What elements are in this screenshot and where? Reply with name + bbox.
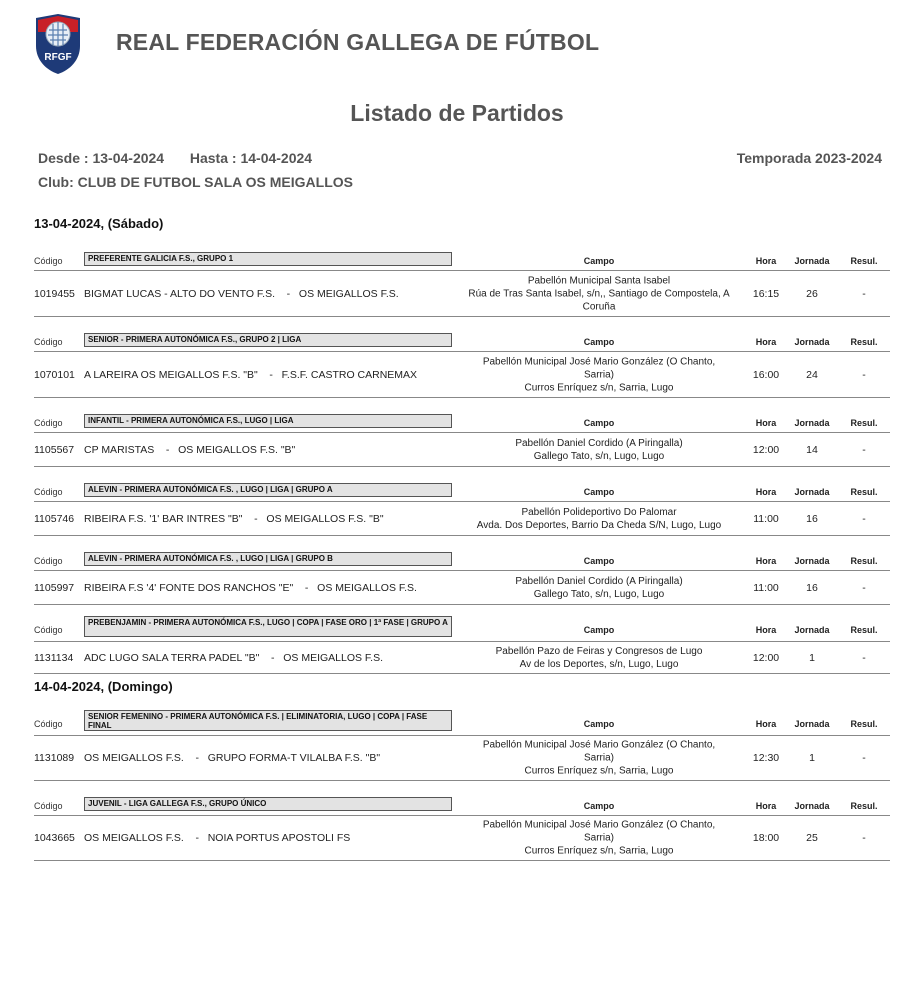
desde-label: Desde : — [38, 150, 89, 166]
venue-line: Gallego Tato, s/n, Lugo, Lugo — [533, 450, 665, 462]
venue-line: Curros Enríquez s/n, Sarria, Lugo — [524, 765, 674, 777]
match-venue — [459, 506, 739, 532]
code-header: Código — [34, 487, 63, 497]
match-time: 18:00 — [752, 832, 780, 844]
venue-line: Curros Enríquez s/n, Sarria, Lugo — [524, 845, 674, 857]
competition-label: INFANTIL - PRIMERA AUTONÓMICA F.S., LUGO | LIGA — [84, 414, 452, 428]
match-result: - — [862, 752, 866, 764]
resul-header: Resul. — [850, 337, 878, 347]
match-block — [34, 550, 890, 605]
match-round: 14 — [806, 443, 818, 456]
hasta-label: Hasta : — [189, 150, 237, 166]
match-round: 1 — [809, 651, 815, 664]
jornada-header: Jornada — [794, 487, 830, 497]
venue-line: Pabellón Municipal Santa Isabel — [527, 275, 671, 286]
match-round: 1 — [809, 752, 815, 764]
match-time: 11:00 — [753, 581, 779, 594]
venue-line: Pabellón Daniel Cordido (A Piringalla) — [515, 575, 683, 587]
code-header: Código — [34, 256, 63, 266]
season-label: Temporada 2023-2024 — [736, 150, 882, 166]
match-row — [34, 433, 890, 466]
match-teams: RIBEIRA F.S. '1' BAR INTRES "B" - OS MEIGALLOS F.S. "B" — [84, 512, 384, 525]
match-round: 16 — [806, 512, 818, 525]
match-venue — [459, 575, 739, 601]
jornada-header: Jornada — [794, 801, 830, 811]
campo-header: Campo — [583, 801, 615, 811]
match-teams: OS MEIGALLOS F.S. - NOIA PORTUS APOSTOLI FS — [84, 832, 351, 844]
match-code: 1070101 — [34, 368, 75, 381]
match-code: 1131089 — [34, 752, 75, 764]
venue-line: Pabellón Polideportivo Do Palomar — [521, 506, 677, 518]
match-code: 1105567 — [34, 443, 75, 456]
match-code: 1043665 — [34, 832, 75, 844]
club-name: CLUB DE FUTBOL SALA OS MEIGALLOS — [77, 174, 353, 190]
match-time: 12:30 — [752, 752, 780, 764]
match-row — [34, 271, 890, 316]
hora-header: Hora — [755, 337, 777, 347]
match-header — [34, 795, 890, 816]
match-code: 1019455 — [34, 287, 75, 300]
resul-header: Resul. — [850, 556, 878, 566]
match-time: 12:00 — [752, 443, 780, 456]
match-result: - — [862, 368, 866, 381]
jornada-header: Jornada — [794, 625, 830, 635]
club-label: Club: — [38, 174, 74, 190]
hasta-value: 14-04-2024 — [240, 150, 313, 166]
document-title: Listado de Partidos — [350, 100, 564, 126]
match-result: - — [862, 287, 866, 300]
code-header: Código — [34, 337, 63, 347]
competition-label: SENIOR FEMENINO - PRIMERA AUTONÓMICA F.S. | ELIMINATORIA, LUGO | COPA | FASE FINAL — [84, 710, 452, 731]
resul-header: Resul. — [850, 487, 878, 497]
jornada-header: Jornada — [794, 418, 830, 428]
campo-header: Campo — [583, 337, 615, 347]
rfgf-logo — [32, 12, 84, 76]
date-range — [38, 150, 312, 166]
code-header: Código — [34, 719, 63, 729]
match-venue — [459, 819, 739, 858]
match-teams: ADC LUGO SALA TERRA PADEL "B" - OS MEIGALLOS F.S. — [84, 651, 384, 664]
match-round: 24 — [806, 368, 818, 381]
venue-line: Gallego Tato, s/n, Lugo, Lugo — [533, 588, 665, 600]
match-block — [34, 795, 890, 861]
match-time: 16:00 — [752, 368, 780, 381]
competition-label: PREFERENTE GALICIA F.S., GRUPO 1 — [84, 252, 452, 266]
match-teams: CP MARISTAS - OS MEIGALLOS F.S. "B" — [84, 443, 296, 456]
match-row — [34, 352, 890, 397]
resul-header: Resul. — [850, 256, 878, 266]
resul-header: Resul. — [850, 418, 878, 428]
match-row — [34, 736, 890, 780]
match-teams: RIBEIRA F.S '4' FONTE DOS RANCHOS "E" - OS MEIGALLOS F.S. — [84, 581, 417, 594]
venue-line: Curros Enríquez s/n, Sarria, Lugo — [524, 382, 674, 393]
hora-header: Hora — [755, 719, 777, 729]
jornada-header: Jornada — [794, 256, 830, 266]
venue-line: Rúa de Tras Santa Isabel, s/n,, Santiago de Compostela, A — [468, 288, 730, 299]
venue-line: Pabellón Municipal José Mario González (O Chanto, — [482, 739, 716, 751]
code-header: Código — [34, 418, 63, 428]
resul-header: Resul. — [850, 625, 878, 635]
hora-header: Hora — [755, 256, 777, 266]
match-result: - — [862, 512, 866, 525]
match-time: 16:15 — [752, 287, 780, 300]
match-header — [34, 713, 890, 736]
match-venue — [459, 645, 739, 671]
match-block — [34, 481, 890, 536]
match-block — [34, 713, 890, 781]
match-result: - — [862, 651, 866, 664]
club-line — [38, 174, 353, 190]
hora-header: Hora — [755, 487, 777, 497]
jornada-header: Jornada — [794, 719, 830, 729]
match-result: - — [862, 443, 866, 456]
campo-header: Campo — [583, 256, 615, 266]
match-code: 1105997 — [34, 581, 75, 594]
venue-line: Av de los Deportes, s/n, Lugo, Lugo — [519, 658, 679, 670]
match-venue — [459, 274, 739, 313]
competition-label: SENIOR - PRIMERA AUTONÓMICA F.S., GRUPO 2 | LIGA — [84, 333, 452, 347]
match-time: 11:00 — [753, 512, 779, 525]
campo-header: Campo — [583, 487, 615, 497]
venue-line: Pabellón Municipal José Mario González (O Chanto, — [482, 819, 716, 831]
match-teams: A LAREIRA OS MEIGALLOS F.S. "B" - F.S.F. CASTRO CARNEMAX — [84, 368, 418, 381]
match-teams: OS MEIGALLOS F.S. - GRUPO FORMA-T VILALBA F.S. "B" — [84, 752, 381, 764]
code-header: Código — [34, 625, 63, 635]
match-header — [34, 619, 890, 642]
match-teams: BIGMAT LUCAS - ALTO DO VENTO F.S. - OS MEIGALLOS F.S. — [84, 287, 399, 300]
match-venue — [459, 437, 739, 463]
hora-header: Hora — [755, 625, 777, 635]
resul-header: Resul. — [850, 801, 878, 811]
hora-header: Hora — [755, 418, 777, 428]
competition-label: ALEVIN - PRIMERA AUTONÓMICA F.S. , LUGO | LIGA | GRUPO A — [84, 483, 452, 497]
venue-line: Pabellón Daniel Cordido (A Piringalla) — [515, 437, 683, 449]
desde-value: 13-04-2024 — [92, 150, 165, 166]
campo-header: Campo — [583, 418, 615, 428]
match-block — [34, 619, 890, 674]
campo-header: Campo — [583, 556, 615, 566]
match-code: 1105746 — [34, 512, 75, 525]
venue-line: Sarria) — [583, 752, 614, 764]
match-round: 25 — [806, 832, 818, 844]
page-header — [0, 0, 914, 90]
organization-title: REAL FEDERACIÓN GALLEGA DE FÚTBOL — [116, 29, 600, 55]
code-header: Código — [34, 556, 63, 566]
match-header — [34, 412, 890, 433]
match-block — [34, 250, 890, 317]
match-code: 1131134 — [34, 651, 74, 664]
match-header — [34, 550, 890, 571]
day-title: 13-04-2024, (Sábado) — [34, 216, 164, 231]
match-header — [34, 331, 890, 352]
match-result: - — [862, 832, 866, 844]
venue-line: Coruña — [582, 301, 616, 312]
match-venue — [459, 739, 739, 778]
match-block — [34, 331, 890, 398]
match-round: 26 — [806, 287, 818, 300]
resul-header: Resul. — [850, 719, 878, 729]
match-result: - — [862, 581, 866, 594]
match-header — [34, 481, 890, 502]
jornada-header: Jornada — [794, 337, 830, 347]
match-row — [34, 502, 890, 535]
day-title: 14-04-2024, (Domingo) — [34, 679, 173, 694]
campo-header: Campo — [583, 719, 615, 729]
match-row — [34, 571, 890, 604]
hora-header: Hora — [755, 801, 777, 811]
match-venue — [459, 355, 739, 394]
day-section — [34, 216, 894, 674]
venue-line: Pabellón Pazo de Feiras y Congresos de Lugo — [495, 645, 703, 657]
logo-text: RFGF — [44, 52, 72, 63]
code-header: Código — [34, 801, 63, 811]
match-row — [34, 816, 890, 860]
match-time: 12:00 — [752, 651, 780, 664]
match-block — [34, 412, 890, 467]
venue-line: Sarria) — [583, 832, 614, 844]
match-round: 16 — [806, 581, 818, 594]
hora-header: Hora — [755, 556, 777, 566]
jornada-header: Jornada — [794, 556, 830, 566]
venue-line: Sarria) — [583, 369, 614, 380]
campo-header: Campo — [583, 625, 615, 635]
competition-label: ALEVIN - PRIMERA AUTONÓMICA F.S. , LUGO | LIGA | GRUPO B — [84, 552, 452, 566]
match-header — [34, 250, 890, 271]
venue-line: Pabellón Municipal José Mario González (O Chanto, — [482, 356, 716, 367]
competition-label: JUVENIL - LIGA GALLEGA F.S., GRUPO ÚNICO — [84, 797, 452, 811]
competition-label: PREBENJAMIN - PRIMERA AUTONÓMICA F.S., LUGO | COPA | FASE ORO | 1ª FASE | GRUPO A — [84, 616, 452, 637]
match-row — [34, 642, 890, 673]
venue-line: Avda. Dos Deportes, Barrio Da Cheda S/N, Lugo, Lugo — [476, 519, 722, 531]
day-section — [34, 679, 894, 861]
